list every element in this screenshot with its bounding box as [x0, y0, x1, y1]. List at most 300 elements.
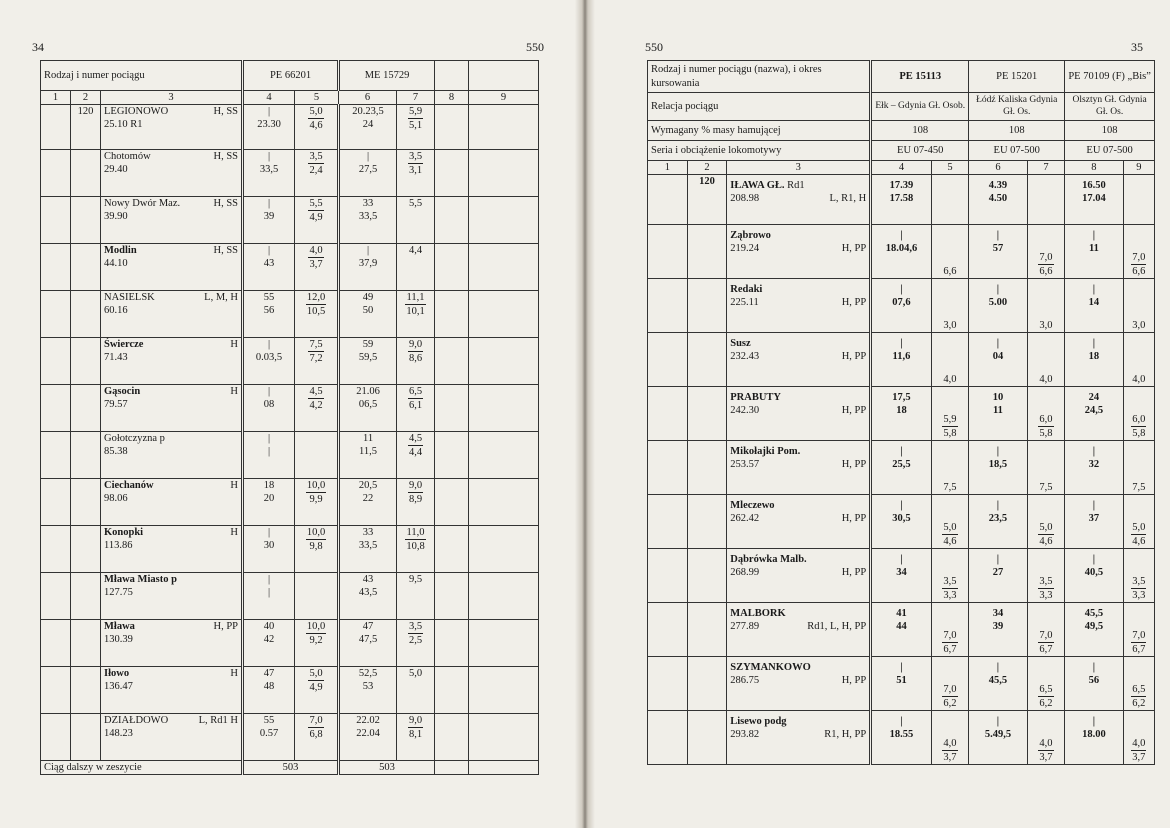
station-row	[41, 150, 539, 197]
station-name: Gąsocin	[104, 386, 141, 398]
time-arrival: 16.50	[1082, 180, 1106, 192]
speed-fraction	[308, 667, 323, 694]
speed-bottom: 4,4	[408, 447, 423, 459]
speed-fraction	[1131, 629, 1146, 656]
speed-top: 3,5	[308, 150, 323, 164]
speed-fraction	[1131, 683, 1146, 710]
brake-label: Wymagany % masy hamującej	[648, 121, 871, 141]
time-departure: 04	[992, 351, 1004, 363]
station-row	[648, 175, 1155, 225]
timetable-right	[647, 60, 1155, 765]
speed-bottom: 10,1	[406, 306, 425, 318]
time-arrival: |	[267, 433, 271, 445]
time-departure: 39	[992, 621, 1004, 633]
time-arrival: |	[1092, 230, 1096, 242]
speed-fraction	[942, 521, 957, 548]
station-row	[41, 667, 539, 714]
time-departure: 07,6	[892, 297, 911, 309]
speed-fraction	[942, 683, 957, 710]
time-departure: 24,5	[1084, 405, 1104, 417]
time-arrival: 41	[896, 608, 907, 620]
value: 7,5	[1132, 482, 1146, 493]
speed-fraction	[308, 197, 323, 224]
column-number: 1	[41, 91, 71, 105]
speed-top: 6,5	[1038, 683, 1053, 697]
station-km: 98.06	[104, 493, 128, 505]
speed-fraction	[408, 150, 423, 177]
time-departure: 22.04	[356, 728, 380, 740]
train-number: PE 15113	[871, 61, 969, 93]
time-departure: 37	[1088, 513, 1100, 525]
column-number: 8	[1065, 161, 1123, 175]
train-number: PE 15201	[969, 61, 1065, 93]
brake-value: 108	[969, 121, 1065, 141]
speed-fraction	[306, 291, 326, 318]
speed-top: 7,5	[308, 338, 323, 352]
time-departure: 0.03,5	[255, 352, 283, 364]
station-flags: H	[230, 527, 238, 539]
station-km: 262.42	[730, 513, 760, 525]
speed-top: 10,0	[306, 526, 326, 540]
speed-top: 5,5	[308, 197, 323, 211]
station-flags: H, SS	[213, 106, 238, 118]
time-arrival: |	[996, 500, 1000, 512]
time-arrival: |	[900, 554, 903, 566]
station-km: 242.30	[730, 405, 760, 417]
time-arrival: |	[996, 230, 1000, 242]
station-name: Lisewo podg	[730, 716, 787, 728]
station-name: LEGIONOWO	[104, 106, 169, 118]
station-km: 286.75	[730, 675, 760, 687]
column-number: 9	[1123, 161, 1154, 175]
station-flags: H	[230, 668, 238, 680]
speed-fraction	[308, 105, 323, 132]
station-km: 148.23	[104, 728, 133, 740]
time-arrival: |	[267, 106, 271, 118]
time-departure: 22	[362, 493, 374, 505]
speed-top: 10,0	[306, 620, 326, 634]
time-arrival: 17.39	[889, 180, 914, 192]
station-flags: H	[230, 386, 238, 398]
station-row	[648, 279, 1155, 333]
column-number: 4	[243, 91, 295, 105]
value: 7,5	[1039, 482, 1053, 493]
time-arrival: |	[900, 284, 903, 296]
station-row	[41, 244, 539, 291]
time-departure: 30,5	[892, 513, 911, 525]
speed-top: 5,9	[942, 413, 957, 427]
station-km: 71.43	[104, 352, 128, 364]
time-departure: 27,5	[358, 164, 378, 176]
station-row	[648, 225, 1155, 279]
speed-fraction	[942, 629, 957, 656]
speed-bottom: 8,6	[408, 353, 423, 365]
time-arrival: 24	[1088, 392, 1100, 404]
speed-fraction	[308, 714, 323, 741]
station-km: 277.89	[730, 621, 760, 633]
value: 5,5	[408, 198, 423, 210]
station-extra: Rd1	[787, 180, 805, 192]
time-arrival: 47	[362, 621, 374, 633]
station-flags: H	[230, 339, 238, 351]
time-departure: 5.00	[988, 297, 1008, 309]
column-number: 7	[1027, 161, 1065, 175]
speed-fraction	[408, 620, 423, 647]
train-number: ME 15729	[339, 61, 435, 91]
loco-value: EU 07-500	[969, 141, 1065, 161]
time-departure: 56	[263, 305, 275, 317]
time-departure: 37,9	[358, 258, 378, 270]
station-name: Dąbrówka Malb.	[730, 554, 807, 566]
time-arrival: 18	[263, 480, 275, 492]
speed-top: 9,0	[408, 338, 423, 352]
column-number: 6	[339, 91, 397, 105]
brake-value: 108	[1065, 121, 1155, 141]
time-departure: 59,5	[358, 352, 378, 364]
speed-bottom: 8,1	[408, 729, 423, 741]
speed-fraction	[306, 479, 326, 506]
time-departure: 18.00	[1082, 729, 1106, 741]
time-departure: 50	[362, 305, 374, 317]
station-km: 60.16	[104, 305, 128, 317]
speed-bottom: 2,4	[309, 165, 323, 177]
station-name: NASIELSK	[104, 292, 155, 304]
speed-top: 5,0	[308, 105, 323, 119]
speed-top: 4,0	[1038, 737, 1053, 751]
time-arrival: 47	[263, 668, 275, 680]
time-arrival: 43	[362, 574, 374, 586]
speed-bottom: 3,1	[408, 165, 423, 177]
column-number: 5	[295, 91, 339, 105]
station-flags: H, PP	[841, 351, 867, 363]
speed-bottom: 7,2	[309, 353, 323, 365]
time-arrival: |	[900, 338, 903, 350]
time-departure: 43,5	[358, 587, 378, 599]
station-km: 208.98	[730, 193, 760, 205]
speed-bottom: 3,3	[1039, 590, 1053, 601]
time-departure: 49,5	[1084, 621, 1104, 633]
speed-fraction	[308, 385, 323, 412]
station-row	[41, 105, 539, 150]
time-arrival: |	[366, 151, 370, 163]
speed-bottom: 5,8	[1039, 428, 1053, 439]
column-number: 2	[687, 161, 727, 175]
station-row	[41, 526, 539, 573]
column-number: 6	[969, 161, 1027, 175]
left-page	[0, 0, 583, 828]
time-departure: 18.04,6	[885, 243, 918, 255]
time-arrival: |	[900, 446, 903, 458]
speed-top: 3,5	[1131, 575, 1146, 589]
time-departure: 0.57	[259, 728, 279, 740]
speed-fraction	[942, 737, 957, 764]
time-arrival: |	[1092, 338, 1096, 350]
time-arrival: 40	[263, 621, 275, 633]
station-name: Iłowo	[104, 668, 130, 680]
speed-bottom: 6,6	[1132, 266, 1146, 277]
time-departure: 47,5	[358, 634, 378, 646]
speed-fraction	[405, 526, 425, 553]
time-arrival: |	[996, 284, 1000, 296]
speed-bottom: 6,7	[1039, 644, 1053, 655]
time-departure: 32	[1088, 459, 1100, 471]
station-flags: H, PP	[841, 513, 867, 525]
speed-top: 5,0	[942, 521, 957, 535]
station-km: 130.39	[104, 634, 133, 646]
time-departure: 06,5	[358, 399, 378, 411]
speed-fraction	[408, 105, 423, 132]
station-row	[41, 620, 539, 667]
page-number: 35	[1131, 40, 1143, 54]
speed-top: 11,0	[405, 526, 425, 540]
time-arrival: |	[996, 554, 1000, 566]
time-arrival: |	[267, 574, 271, 586]
station-flags: H, PP	[841, 675, 867, 687]
train-relation: Ełk – Gdynia Gł. Osob.	[871, 93, 969, 121]
station-row	[648, 603, 1155, 657]
page-number: 34	[32, 40, 44, 54]
value: 3,0	[1132, 320, 1146, 331]
speed-fraction	[942, 575, 957, 602]
speed-bottom: 2,5	[408, 635, 423, 647]
speed-bottom: 6,6	[1039, 266, 1053, 277]
station-name: SZYMANKOWO	[730, 662, 811, 674]
speed-bottom: 6,7	[943, 644, 957, 655]
station-km: 39.90	[104, 211, 128, 223]
time-arrival: |	[366, 245, 370, 257]
time-arrival: |	[267, 386, 271, 398]
speed-fraction	[1038, 521, 1053, 548]
speed-fraction	[1038, 737, 1053, 764]
time-arrival: |	[267, 198, 271, 210]
time-departure: 33,5	[259, 164, 279, 176]
time-departure: 44	[896, 621, 907, 633]
speed-bottom: 4,6	[309, 120, 323, 132]
speed-fraction	[1131, 575, 1146, 602]
station-flags: H, SS	[213, 151, 238, 163]
station-row	[41, 338, 539, 385]
time-departure: 11,6	[892, 351, 911, 363]
station-km: 219.24	[730, 243, 760, 255]
station-km: 225.11	[730, 297, 759, 309]
speed-top: 5,0	[308, 667, 323, 681]
value: 6,6	[943, 266, 957, 277]
station-km: 25.10	[104, 119, 128, 131]
speed-fraction	[306, 526, 326, 553]
time-departure: 23,5	[988, 513, 1008, 525]
time-departure: 51	[896, 675, 907, 687]
speed-top: 11,1	[405, 291, 425, 305]
time-departure: 23.30	[257, 119, 281, 131]
speed-bottom: 3,7	[943, 752, 957, 763]
speed-top: 3,5	[408, 150, 423, 164]
page-number: 550	[526, 40, 544, 54]
time-arrival: |	[267, 151, 271, 163]
speed-fraction	[942, 413, 957, 440]
speed-fraction	[1038, 683, 1053, 710]
time-arrival: |	[900, 716, 903, 728]
station-name: Modlin	[104, 245, 137, 257]
station-name: IŁAWA GŁ.	[730, 180, 785, 192]
speed-bottom: 8,9	[408, 494, 423, 506]
value: 7,5	[943, 482, 957, 493]
speed-bottom: 4,6	[1039, 536, 1053, 547]
time-departure: 18.55	[889, 729, 914, 741]
time-departure: 53	[362, 681, 374, 693]
relation-label: Relacja pociągu	[648, 93, 871, 121]
speed-fraction	[1131, 521, 1146, 548]
station-name: Ciechanów	[104, 480, 154, 492]
station-row	[41, 714, 539, 761]
speed-bottom: 3,3	[1132, 590, 1146, 601]
time-departure: 33,5	[358, 540, 378, 552]
station-flags: H, PP	[841, 297, 867, 309]
speed-top: 3,5	[942, 575, 957, 589]
station-name: Chotomów	[104, 151, 151, 163]
station-flags: H, PP	[841, 459, 867, 471]
station-km: 268.99	[730, 567, 760, 579]
time-arrival: 11	[362, 433, 374, 445]
speed-fraction	[308, 338, 323, 365]
station-row	[648, 549, 1155, 603]
station-flags: L, M, H	[204, 292, 238, 304]
train-number: PE 66201	[243, 61, 339, 91]
station-flags: L, R1, H	[829, 193, 867, 205]
time-arrival: 17,5	[892, 392, 911, 404]
station-name: Mława Miasto p	[104, 574, 177, 586]
column-number: 9	[469, 91, 539, 105]
speed-fraction	[405, 291, 425, 318]
speed-top: 5,9	[408, 105, 423, 119]
speed-bottom: 9,2	[309, 635, 323, 647]
time-departure: 33,5	[358, 211, 378, 223]
time-arrival: |	[996, 338, 1000, 350]
time-departure: 30	[263, 540, 275, 552]
time-arrival: 33	[362, 527, 374, 539]
station-name: Gołotczyzna p	[104, 433, 165, 445]
station-km: 293.82	[730, 729, 760, 741]
speed-top: 9,0	[408, 479, 423, 493]
station-flags: H, PP	[213, 621, 238, 633]
station-flags: R1, H, PP	[824, 729, 867, 741]
speed-top: 6,5	[1131, 683, 1146, 697]
time-arrival: |	[996, 662, 1000, 674]
time-departure: 18,5	[988, 459, 1008, 471]
value: 3,0	[1039, 320, 1053, 331]
station-row	[41, 385, 539, 432]
loco-label: Seria i obciążenie lokomotywy	[648, 141, 871, 161]
speed-bottom: 6,1	[408, 400, 423, 412]
footer-value: 503	[243, 761, 339, 775]
station-row	[648, 495, 1155, 549]
time-departure: 5.49,5	[984, 729, 1012, 741]
train-relation: Łódź Kaliska Gdynia Gł. Os.	[969, 93, 1065, 121]
speed-top: 4,5	[408, 432, 423, 446]
time-arrival: 21.06	[356, 386, 380, 398]
loco-value: EU 07-450	[871, 141, 969, 161]
station-flags: H, PP	[841, 405, 867, 417]
time-arrival: 59	[362, 339, 374, 351]
time-departure: 11	[992, 405, 1003, 417]
speed-fraction	[408, 338, 423, 365]
station-name: Konopki	[104, 527, 144, 539]
speed-top: 6,0	[1038, 413, 1053, 427]
speed-fraction	[308, 244, 323, 271]
speed-top: 7,0	[942, 629, 957, 643]
time-departure: 45,5	[988, 675, 1008, 687]
time-arrival: |	[1092, 662, 1096, 674]
train-type-label: Rodzaj i numer pociągu (nazwa), i okres kursowania	[648, 61, 871, 93]
speed-bottom: 5,1	[408, 120, 423, 132]
train-number: PE 70109 (F) „Bis”	[1065, 61, 1155, 93]
time-arrival: |	[1092, 284, 1096, 296]
time-departure: |	[267, 587, 271, 599]
station-km: 44.10	[104, 258, 128, 270]
time-departure: 18	[1088, 351, 1100, 363]
time-arrival: 20.23,5	[352, 106, 384, 118]
speed-fraction	[408, 432, 423, 459]
time-departure: 25,5	[892, 459, 911, 471]
station-km: 253.57	[730, 459, 760, 471]
station-row	[648, 387, 1155, 441]
speed-bottom: 10,8	[406, 541, 425, 553]
station-name: Redaki	[730, 284, 763, 296]
time-departure: |	[267, 446, 271, 458]
speed-bottom: 4,2	[309, 400, 323, 412]
speed-bottom: 6,2	[943, 698, 957, 709]
time-arrival: |	[900, 662, 903, 674]
line-number: 120	[77, 106, 94, 118]
value: 4,0	[1039, 374, 1053, 385]
station-name: Mława	[104, 621, 135, 633]
station-flags: H	[230, 480, 238, 492]
time-arrival: |	[900, 230, 903, 242]
speed-fraction	[408, 714, 423, 741]
station-km: 113.86	[104, 540, 133, 552]
speed-fraction	[1038, 251, 1053, 278]
station-extra: R1	[130, 119, 143, 131]
time-departure: 14	[1088, 297, 1100, 309]
station-km: 136.47	[104, 681, 133, 693]
speed-top: 4,0	[1131, 737, 1146, 751]
station-name: PRABUTY	[730, 392, 782, 404]
timetable-left	[40, 60, 539, 775]
speed-fraction	[1131, 737, 1146, 764]
station-row	[41, 197, 539, 244]
station-flags: Rd1, L, H, PP	[807, 621, 867, 633]
time-arrival: 33	[362, 198, 374, 210]
station-name: Nowy Dwór Maz.	[104, 198, 181, 210]
speed-bottom: 3,7	[309, 259, 323, 271]
speed-top: 10,0	[306, 479, 326, 493]
time-arrival: |	[1092, 554, 1096, 566]
time-arrival: |	[900, 500, 903, 512]
time-arrival: 55	[263, 292, 275, 304]
time-departure: 18	[896, 405, 907, 417]
time-departure: 42	[263, 634, 275, 646]
speed-top: 9,0	[408, 714, 423, 728]
time-departure: 27	[992, 567, 1004, 579]
time-arrival: 52,5	[358, 668, 378, 680]
speed-bottom: 3,7	[1039, 752, 1053, 763]
speed-top: 6,5	[408, 385, 423, 399]
time-departure: 4.50	[988, 193, 1008, 205]
time-departure: 17.04	[1082, 193, 1106, 205]
time-arrival: 55	[263, 715, 275, 727]
speed-fraction	[306, 620, 326, 647]
time-departure: 39	[263, 211, 275, 223]
time-departure: 08	[263, 399, 275, 411]
